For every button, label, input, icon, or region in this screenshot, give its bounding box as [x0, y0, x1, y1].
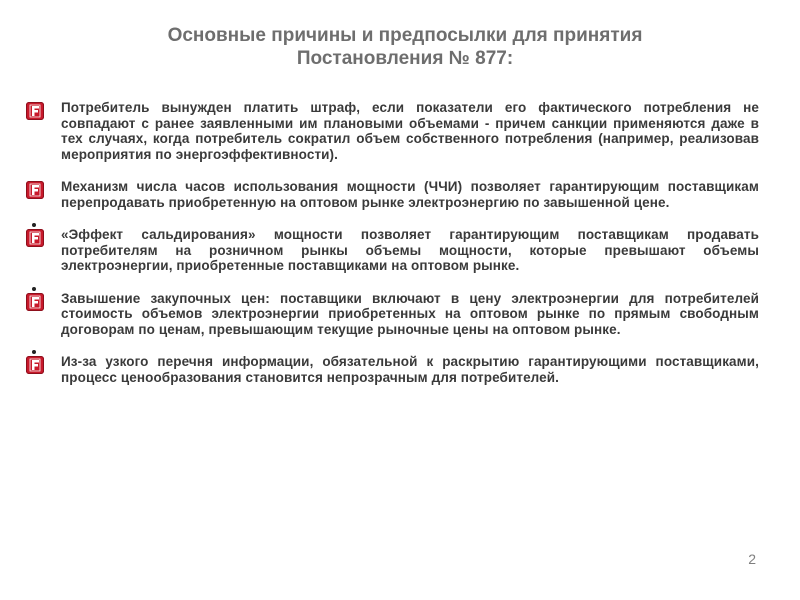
page-number: 2: [748, 551, 756, 567]
title-line-1: Основные причины и предпосылки для принятия: [167, 25, 643, 46]
bullet-text: «Эффект сальдирования» мощности позволяет гарантирующим поставщикам продавать потребителям на розничном рынкы объемы мощности, которые превышают объемы электроэнергии, приобретенные поставщиками на оптовом рынке.: [61, 227, 759, 273]
bullet-item: [24, 291, 759, 338]
red-square-logo-icon: [26, 293, 44, 311]
bullet-item: [24, 100, 759, 162]
bullet-marker: [24, 229, 46, 251]
bullet-text: Потребитель вынужден платить штраф, если показатели его фактического потребления не совпадают с ранее заявленными им плановыми объемами - причем санкции применяются даже в тех случаях, когда потребитель сократил объем собственного потребления (например, реализовав мероприятия по энергоэффективности).: [61, 100, 759, 162]
red-square-logo-icon: [26, 102, 44, 120]
bullet-list: [24, 100, 759, 385]
red-square-logo-icon: [26, 181, 44, 199]
red-square-logo-icon: [26, 356, 44, 374]
title-line-2: Постановления № 877:: [296, 48, 514, 69]
bullet-marker: [24, 356, 46, 378]
bullet-text: Завышение закупочных цен: поставщики включают в цену электроэнергии для потребителей стоимость объемов электроэнергии приобретенных на оптовом рынке по прямым свободным договорам по ценам, превышающим текущие рыночные цены на оптовом рынке.: [61, 290, 759, 337]
bullet-dot: [32, 350, 36, 354]
bullet-text: Механизм числа часов использования мощности (ЧЧИ) позволяет гарантирующим поставщикам перепродавать приобретенную на оптовом рынке электроэнергию по завышенной цене.: [61, 179, 759, 210]
bullet-marker: [24, 181, 46, 203]
bullet-item: [24, 179, 759, 210]
red-square-logo-icon: [26, 229, 44, 247]
bullet-dot: [32, 223, 36, 227]
bullet-marker: [24, 293, 46, 315]
bullet-item: [24, 354, 759, 385]
bullet-dot: [32, 287, 36, 291]
slide-title: [60, 24, 750, 70]
bullet-text: Из-за узкого перечня информации, обязательной к раскрытию гарантирующими поставщиками, процесс ценообразования становится непрозрачным для потребителей.: [61, 354, 759, 385]
bullet-item: [24, 227, 759, 274]
bullet-marker: [24, 102, 46, 124]
